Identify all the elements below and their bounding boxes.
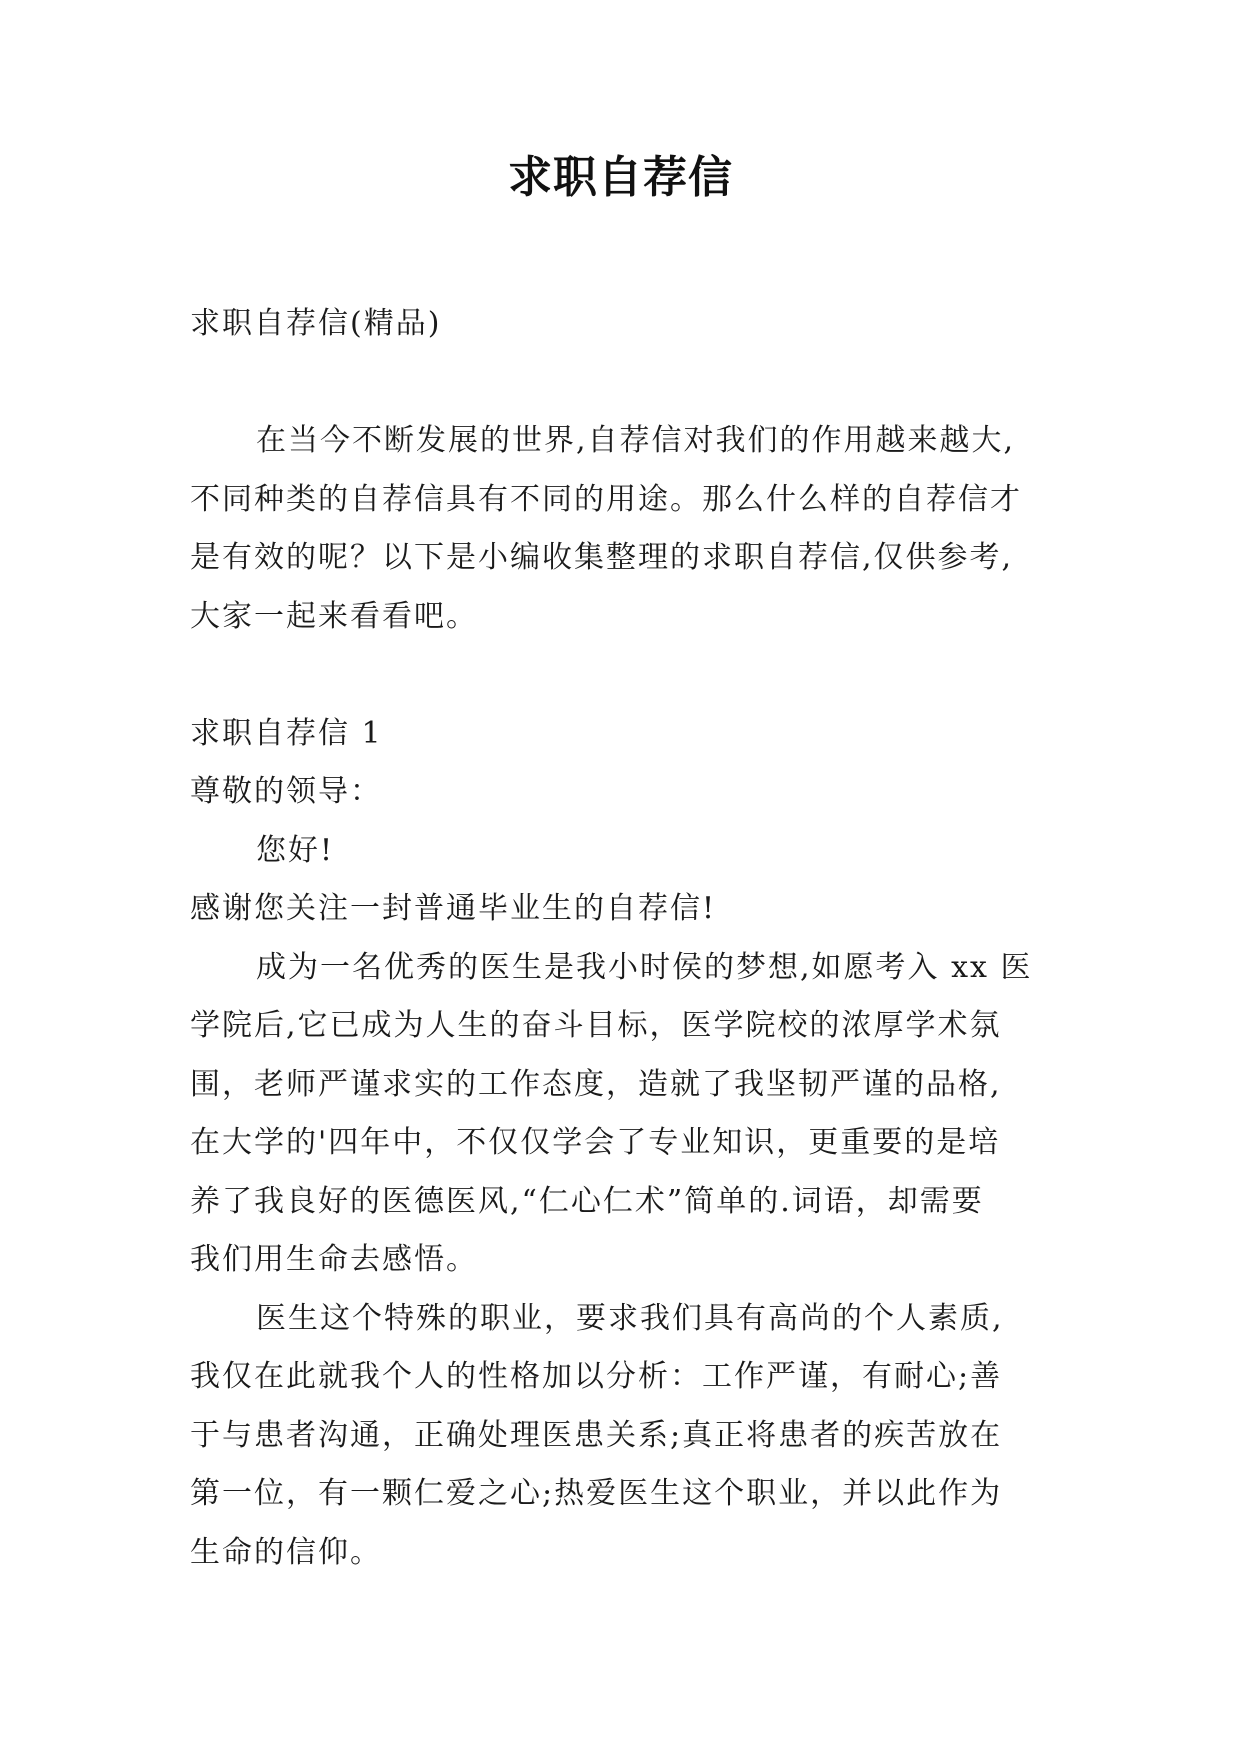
paragraph-line: 成为一名优秀的医生是我小时侯的梦想,如愿考入 xx 医 bbox=[256, 949, 1033, 985]
paragraph-line: 医生这个特殊的职业，要求我们具有高尚的个人素质, bbox=[256, 1300, 1004, 1336]
paragraph-line: 围，老师严谨求实的工作态度，造就了我坚韧严谨的品格, bbox=[190, 1066, 1002, 1102]
document-body bbox=[190, 295, 1060, 1582]
salutation: 尊敬的领导： bbox=[190, 774, 382, 809]
paragraph-line: 在大学的'四年中，不仅仅学会了专业知识，更重要的是培 bbox=[190, 1125, 1001, 1160]
paragraph-line: 我仅在此就我个人的性格加以分析：工作严谨，有耐心;善 bbox=[190, 1359, 1003, 1394]
greeting: 您好! bbox=[256, 832, 335, 868]
paragraph-dream bbox=[190, 939, 1060, 1290]
paragraph-line: 于与患者沟通，正确处理医患关系;真正将患者的疾苦放在 bbox=[190, 1417, 1003, 1453]
intro-paragraph bbox=[190, 412, 1060, 646]
paragraph-line: 第一位，有一颗仁爱之心;热爱医生这个职业，并以此作为 bbox=[190, 1476, 1003, 1511]
intro-line: 不同种类的自荐信具有不同的用途。那么什么样的自荐信才 bbox=[190, 481, 1022, 517]
document-subtitle: 求职自荐信(精品) bbox=[190, 306, 442, 341]
paragraph-character bbox=[190, 1290, 1060, 1583]
blank-line bbox=[190, 646, 1060, 705]
section-heading: 求职自荐信 1 bbox=[190, 715, 383, 751]
paragraph-line: 养了我良好的医德医风,“仁心仁术”简单的.词语，却需要 bbox=[190, 1183, 984, 1219]
paragraph-line: 学院后,它已成为人生的奋斗目标，医学院校的浓厚学术氛 bbox=[190, 1008, 1002, 1043]
thanks-line: 感谢您关注一封普通毕业生的自荐信! bbox=[190, 891, 717, 926]
intro-line: 大家一起来看看吧。 bbox=[190, 598, 478, 634]
paragraph-line: 我们用生命去感悟。 bbox=[190, 1242, 478, 1277]
paragraph-line: 生命的信仰。 bbox=[190, 1534, 382, 1570]
intro-line: 是有效的呢？以下是小编收集整理的求职自荐信,仅供参考, bbox=[190, 540, 1014, 575]
document-title: 求职自荐信 bbox=[508, 152, 733, 203]
blank-line bbox=[190, 354, 1060, 413]
intro-line: 在当今不断发展的世界,自荐信对我们的作用越来越大, bbox=[256, 423, 1016, 458]
